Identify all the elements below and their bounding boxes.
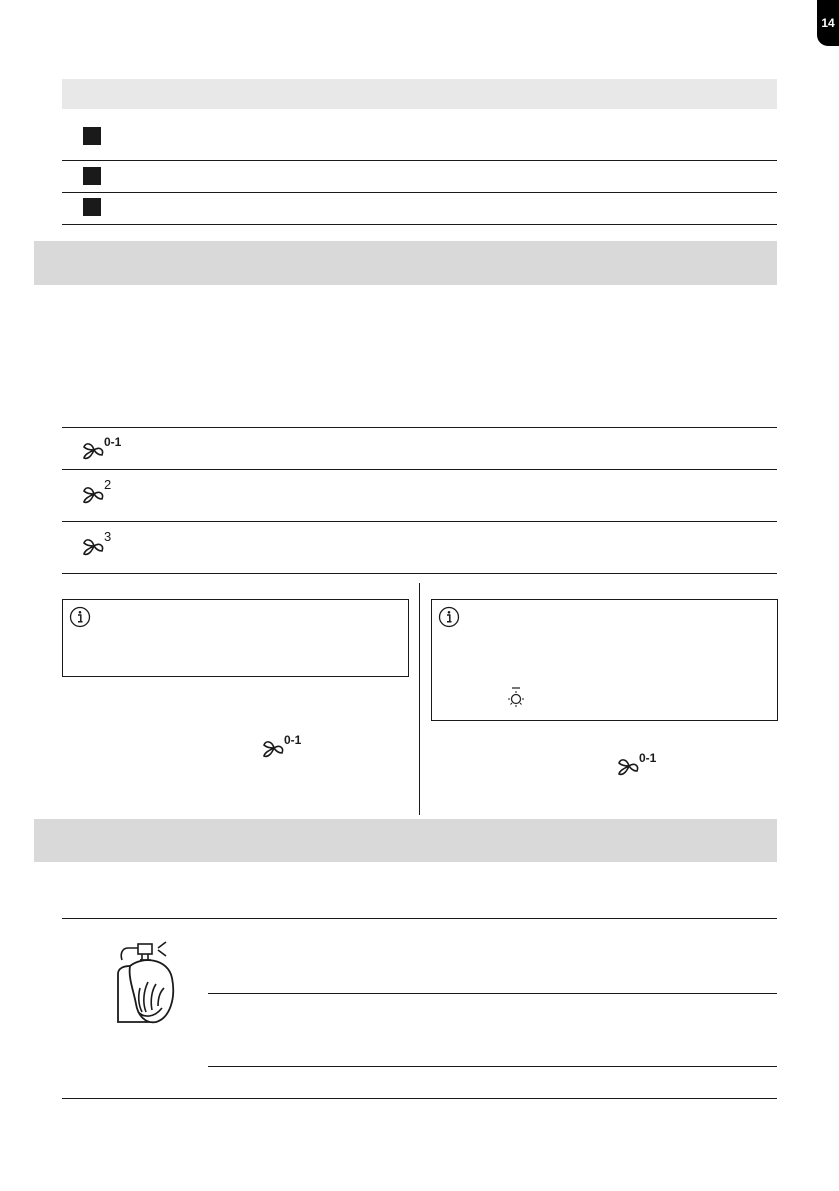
fan-level-label: 0-1 [104, 435, 122, 449]
fan-icon [82, 435, 132, 463]
fan-table-divider [62, 469, 777, 470]
fan-icon [82, 477, 132, 507]
fan-table-divider [62, 521, 777, 522]
spray-and-cloth-cleaning-icon [108, 938, 178, 1024]
section-heading-band [34, 819, 777, 862]
cleaning-table-divider [208, 1066, 777, 1067]
left-info-box [62, 599, 409, 677]
fan-icon [617, 751, 667, 779]
table-row-divider [62, 192, 777, 193]
fan-table-top-line [62, 427, 777, 428]
light-bulb-icon [504, 686, 528, 710]
column-divider [419, 583, 420, 815]
table-row-divider [62, 224, 777, 225]
page-number [817, 0, 839, 46]
fan-table-bottom-line [62, 573, 777, 574]
fan-level-label: 3 [104, 529, 112, 544]
page-number-text: 14 [821, 16, 835, 30]
cleaning-table-divider [208, 993, 777, 994]
info-icon [69, 606, 91, 628]
cleaning-table-bottom-line [62, 1098, 777, 1099]
table-row-marker-square [83, 167, 101, 185]
table-row-marker-square [83, 127, 101, 145]
right-info-box [431, 599, 778, 721]
cleaning-table-top-line [62, 918, 777, 919]
table-row-divider [62, 160, 777, 161]
table-row-marker-square [83, 198, 101, 216]
fan-level-label: 0-1 [639, 751, 657, 765]
section-heading-band [34, 241, 777, 285]
fan-level-label: 0-1 [284, 733, 302, 747]
fan-icon [82, 529, 132, 559]
top-table-header [62, 79, 777, 109]
info-icon [438, 606, 460, 628]
fan-level-label: 2 [104, 477, 112, 492]
fan-icon [262, 733, 312, 761]
